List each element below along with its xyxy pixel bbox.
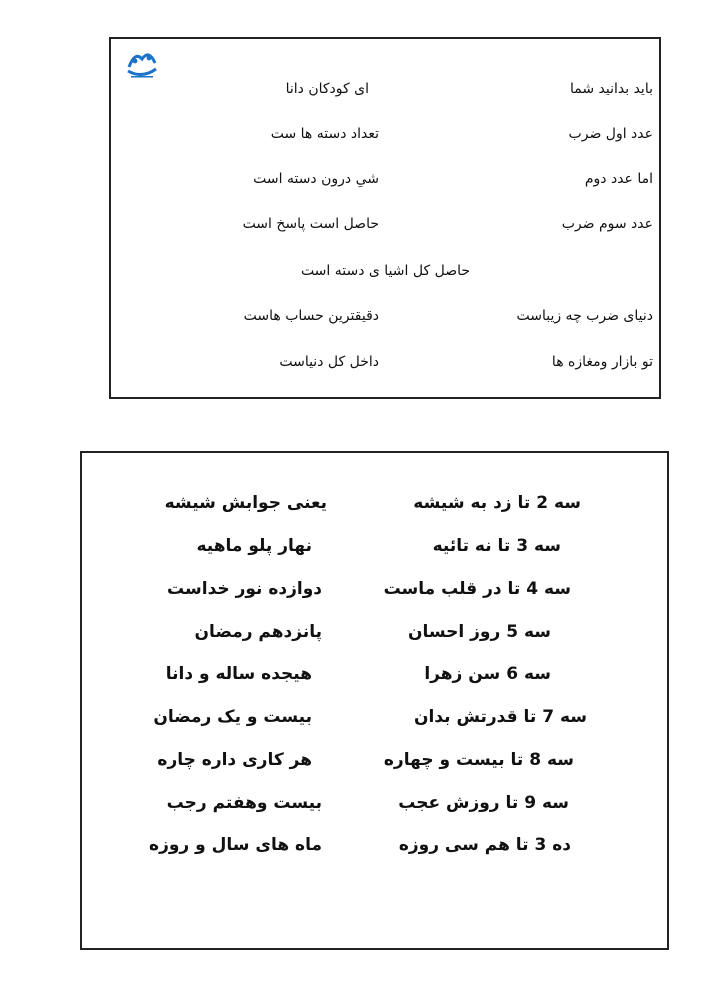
poem-box-top xyxy=(109,37,661,399)
poem2-line1-right: سه 2 تا زد به شیشه xyxy=(413,493,581,513)
poem1-line2-left: تعداد دسته ها ست xyxy=(270,126,379,142)
poem2-line8-left: بیست وهفتم رجب xyxy=(166,793,322,813)
poem1-line3-left: شیِ درون دسته است xyxy=(253,171,379,187)
poem2-line9-left: ماه های سال و روزه xyxy=(149,835,322,855)
poem1-line2-right: عدد اول ضرب xyxy=(568,126,653,142)
poem2-line4-left: پانزدهم رمضان xyxy=(194,622,322,642)
poem1-line7-left: داخل کل دنیاست xyxy=(279,354,379,370)
poem1-line6-right: دنیای ضرب چه زیباست xyxy=(516,308,653,324)
poem2-line2-right: سه 3 تا نه تائیه xyxy=(432,536,561,556)
poem2-line5-right: سه 6 سن زهرا xyxy=(424,664,551,684)
poem2-line8-right: سه 9 تا روزش عجب xyxy=(398,793,569,813)
poem1-line4-right: عدد سوم ضرب xyxy=(561,216,653,232)
poem2-line7-right: سه 8 تا بیست و چهاره xyxy=(383,750,574,770)
poem2-line2-left: نهار پلو ماهیه xyxy=(196,536,312,556)
poem2-line4-right: سه 5 روز احسان xyxy=(407,622,551,642)
poem2-line6-right: سه 7 تا قدرتش بدان xyxy=(413,707,587,727)
poem2-line6-left: بیست و یک رمضان xyxy=(153,707,312,727)
poem-box-bottom xyxy=(80,451,669,950)
poem2-line9-right: ده 3 تا هم سی روزه xyxy=(398,835,571,855)
poem1-line3-right: اما عدد دوم xyxy=(584,171,653,187)
brand-logo-icon xyxy=(125,45,159,81)
poem2-line1-left: یعنی جوابش شیشه xyxy=(164,493,327,513)
poem1-line4-left: حاصل است پاسخ است xyxy=(242,216,379,232)
poem2-line5-left: هیجده ساله و دانا xyxy=(165,664,312,684)
poem2-line7-left: هر کاری داره چاره xyxy=(157,750,312,770)
poem1-line1-right: باید بدانید شما xyxy=(569,81,653,97)
poem2-line3-left: دوازده نور خداست xyxy=(167,579,322,599)
poem1-line7-right: تو بازار ومغازه ها xyxy=(551,354,653,370)
poem1-line6-left: دقیقترین حساب هاست xyxy=(243,308,379,324)
poem2-line3-right: سه 4 تا در قلب ماست xyxy=(383,579,571,599)
poem1-line1-left: ای کودکان دانا xyxy=(285,81,369,97)
poem1-line5-center: حاصل کل اشیا ی دسته است xyxy=(300,263,470,279)
